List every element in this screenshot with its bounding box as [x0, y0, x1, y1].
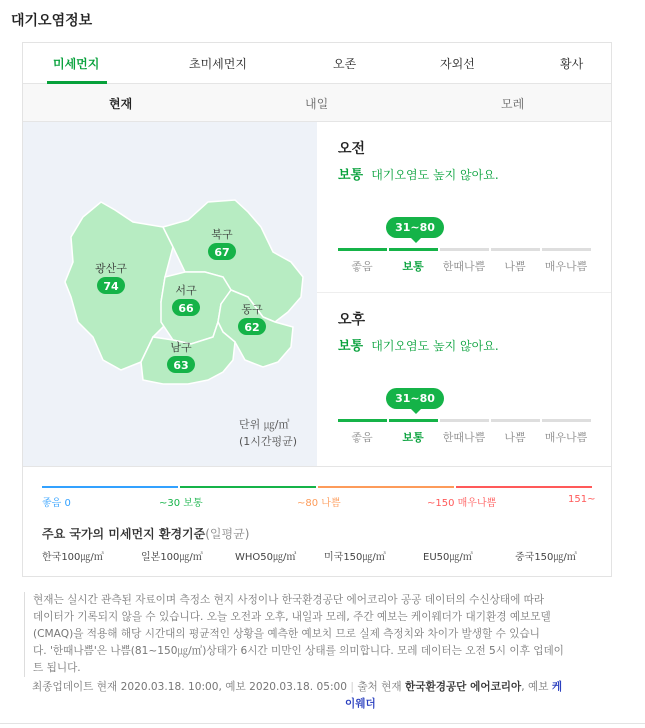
forecast-pm — [317, 292, 611, 462]
grade-desc: 대기오염도 높지 않아요. — [371, 339, 499, 353]
source-mid: , 예보 — [521, 681, 549, 693]
source-kweather-link-b[interactable]: 이웨더 — [345, 698, 376, 710]
grade-bar — [338, 419, 592, 422]
grade-scale-label: 좋음 — [351, 260, 373, 273]
tab-ozone[interactable]: 오존 — [333, 57, 357, 71]
tab-uv[interactable]: 자외선 — [440, 57, 475, 71]
grade-scale-label: 한때나쁨 — [442, 260, 486, 273]
grade-segment — [542, 419, 591, 422]
range-badge: 31~80 — [386, 388, 444, 409]
note-line: 현재는 실시간 관측된 자료이며 측정소 현지 사정이나 한국환경공단 에어코리아 공공 데이터의 수신상태에 따라 — [33, 594, 545, 606]
district-name: 남구 — [170, 341, 192, 354]
info-notes — [24, 592, 604, 677]
district-name: 북구 — [211, 228, 233, 241]
grade-legend — [23, 466, 611, 578]
status-text — [338, 164, 499, 183]
standard-eu: EU50㎍/㎥ — [423, 552, 473, 563]
grade-segment — [389, 419, 438, 422]
grade-scale-label: 나쁨 — [504, 260, 526, 273]
note-line: 다. '한때나쁨'은 나쁨(81~150㎍/㎥)상태가 6시간 미만인 상태를 의미합니다. 모레 데이터는 오전 5시 이후 업데이 — [33, 645, 564, 657]
district-value: 66 — [178, 302, 194, 315]
note-line: 트 됩니다. — [33, 662, 81, 674]
grade-scale-label: 보통 — [402, 431, 424, 444]
note-line: 데이터가 기록되지 않을 수 있습니다. 오늘 오전과 오후, 내일과 모레, 주간 예보는 케이웨더가 대기환경 예보모델 — [33, 611, 551, 623]
standard-japan: 일본100㎍/㎥ — [141, 552, 203, 563]
grade-desc: 대기오염도 높지 않아요. — [371, 168, 499, 182]
unit-label: 단위 ㎍/㎥ — [239, 418, 290, 431]
legend-good: 좋음 0 — [42, 498, 71, 509]
district-name: 동구 — [241, 303, 263, 316]
standard-who: WHO50㎍/㎥ — [235, 552, 297, 563]
district-value: 74 — [103, 280, 119, 293]
standards-subtitle: (일평균) — [205, 527, 250, 541]
status-text — [338, 335, 499, 354]
divider — [0, 723, 645, 724]
standard-usa: 미국150㎍/㎥ — [324, 552, 386, 563]
legend-end: 151~ — [568, 494, 596, 505]
grade-label: 보통 — [338, 339, 364, 354]
grade-scale-label: 나쁨 — [504, 431, 526, 444]
note-line: (CMAQ)을 적용해 해당 시간대의 평균적인 상황을 예측한 예보치 므로 실제 측정치와 차이가 발생할 수 있습니 — [33, 628, 540, 640]
legend-line-bad — [318, 486, 454, 488]
grade-segment — [491, 248, 540, 251]
district-value: 67 — [214, 246, 230, 259]
grade-scale-label: 매우나쁨 — [544, 431, 588, 444]
grade-scale-label: 한때나쁨 — [442, 431, 486, 444]
tab-now[interactable]: 현재 — [109, 97, 133, 111]
update-info — [32, 679, 602, 713]
forecast-panel — [317, 122, 611, 466]
day-tabs — [23, 84, 611, 122]
tab-ultrafine-dust[interactable]: 초미세먼지 — [189, 57, 247, 71]
grade-scale-label: 보통 — [402, 260, 424, 273]
district-value: 62 — [244, 321, 260, 334]
tab-fine-dust[interactable]: 미세먼지 — [53, 57, 100, 71]
forecast-am — [317, 122, 611, 292]
tab-tomorrow[interactable]: 내일 — [305, 97, 329, 111]
legend-line-normal — [180, 486, 316, 488]
grade-scale-label: 매우나쁨 — [544, 260, 588, 273]
range-badge: 31~80 — [386, 217, 444, 238]
pollutant-tabs — [23, 43, 611, 84]
standard-china: 중국150㎍/㎥ — [515, 552, 577, 563]
legend-line-very-bad — [456, 486, 592, 488]
legend-normal: ~30 보통 — [159, 498, 203, 509]
unit-info — [239, 416, 297, 450]
period-title: 오전 — [338, 141, 366, 157]
source-kweather-link-a[interactable]: 케 — [551, 681, 563, 693]
grade-segment — [338, 419, 387, 422]
map-svg — [23, 122, 317, 466]
standard-korea: 한국100㎍/㎥ — [42, 552, 104, 563]
grade-segment — [542, 248, 591, 251]
source-prefix: 출처 현재 — [357, 681, 402, 693]
air-quality-card — [22, 42, 612, 577]
legend-bad: ~80 나쁨 — [297, 498, 341, 509]
grade-segment — [440, 419, 489, 422]
tab-day-after[interactable]: 모레 — [501, 97, 525, 111]
period-title: 오후 — [338, 312, 366, 328]
grade-segment — [440, 248, 489, 251]
tab-yellow-dust[interactable]: 황사 — [560, 57, 584, 71]
grade-segment — [491, 419, 540, 422]
grade-scale-label: 좋음 — [351, 431, 373, 444]
legend-line-good — [42, 486, 178, 488]
source-airkorea-link[interactable]: 한국환경공단 에어코리아 — [405, 681, 522, 693]
legend-very-bad: ~150 매우나쁨 — [427, 498, 497, 509]
grade-bar — [338, 248, 592, 251]
standards-title-text: 주요 국가의 미세먼지 환경기준 — [42, 527, 206, 541]
district-value: 63 — [173, 359, 189, 372]
grade-label: 보통 — [338, 168, 364, 183]
district-map — [23, 122, 317, 466]
district-name: 서구 — [175, 284, 197, 297]
grade-segment — [389, 248, 438, 251]
separator: | — [350, 681, 358, 693]
update-time: 최종업데이트 현재 2020.03.18. 10:00, 예보 2020.03.18. 05:00 — [32, 681, 348, 693]
unit-note: (1시간평균) — [239, 435, 298, 448]
grade-segment — [338, 248, 387, 251]
district-name: 광산구 — [95, 262, 127, 275]
page-title: 대기오염정보 — [11, 13, 93, 29]
standards-title — [42, 525, 249, 542]
